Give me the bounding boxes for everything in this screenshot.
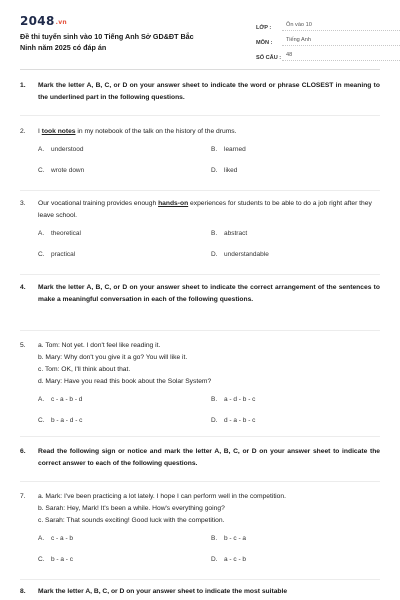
- question-number: 3.: [20, 200, 26, 207]
- question-text-part: I: [38, 128, 42, 135]
- option-d[interactable]: [211, 249, 380, 261]
- underlined-phrase: took notes: [41, 128, 76, 135]
- question-text-part: experiences for students to be able to do a job right after they leave school.: [38, 200, 372, 219]
- answer-options: [38, 144, 380, 177]
- option-c[interactable]: [38, 415, 211, 427]
- divider: [20, 274, 380, 275]
- option-letter: C.: [38, 251, 45, 258]
- option-text: c - a - b: [51, 535, 74, 542]
- option-a[interactable]: [38, 228, 211, 240]
- divider: [20, 190, 380, 191]
- option-letter: A.: [38, 230, 45, 237]
- option-letter: D.: [211, 167, 218, 174]
- option-b[interactable]: [211, 144, 380, 156]
- option-text: b - c - a: [224, 535, 247, 542]
- option-text: c - a - b - d: [51, 396, 83, 403]
- dialogue: [38, 340, 380, 388]
- option-d[interactable]: [211, 554, 380, 566]
- dialogue-line: d. Mary: Have you read this book about the Solar System?: [38, 378, 212, 385]
- dialogue-line: c. Tom: OK, I'll think about that.: [38, 366, 131, 373]
- option-text: d - a - b - c: [224, 417, 256, 424]
- instruction-text: Mark the letter A, B, C, or D on your answer sheet to indicate the most suitable: [38, 588, 288, 595]
- divider: [20, 115, 380, 116]
- question-3: [20, 198, 380, 261]
- option-text: abstract: [224, 230, 248, 237]
- question-number: 4.: [20, 284, 26, 291]
- question-5: [20, 340, 380, 427]
- meta-class: [256, 16, 400, 31]
- option-text: theoretical: [51, 230, 81, 237]
- logo-tld: .vn: [55, 19, 67, 26]
- answer-options: [38, 394, 380, 427]
- option-letter: B.: [211, 146, 218, 153]
- option-letter: A.: [38, 146, 45, 153]
- question-number: 1.: [20, 82, 26, 89]
- option-b[interactable]: [211, 533, 380, 545]
- option-letter: D.: [211, 251, 218, 258]
- question-text-part: in my notebook of the talk on the history of the drums.: [75, 128, 237, 135]
- option-letter: B.: [211, 230, 218, 237]
- question-number: 6.: [20, 448, 26, 455]
- meta-subject: [256, 31, 400, 46]
- dialogue-line: a. Tom: Not yet. I don't feel like reading it.: [38, 342, 161, 349]
- meta-key: SỐ CÂU :: [256, 55, 282, 61]
- dialogue-line: a. Mark: I've been practicing a lot lately. I hope I can perform well in the competition.: [38, 493, 286, 500]
- option-text: a - c - b: [224, 556, 247, 563]
- option-letter: B.: [211, 535, 218, 542]
- option-letter: C.: [38, 167, 45, 174]
- question-7: [20, 491, 380, 566]
- option-text: learned: [224, 146, 246, 153]
- dialogue-line: c. Sarah: That sounds exciting! Good luck with the competition.: [38, 517, 225, 524]
- question-2: [20, 126, 380, 177]
- meta-value: Tiếng Anh: [282, 37, 400, 46]
- option-c[interactable]: [38, 165, 211, 177]
- option-b[interactable]: [211, 394, 380, 406]
- question-number: 2.: [20, 128, 26, 135]
- divider: [20, 436, 380, 437]
- question-number: 8.: [20, 588, 26, 595]
- answer-options: [38, 533, 380, 566]
- option-a[interactable]: [38, 394, 211, 406]
- document-meta: [256, 16, 400, 61]
- page-header: [20, 0, 380, 70]
- divider: [20, 330, 380, 331]
- option-a[interactable]: [38, 533, 211, 545]
- option-text: wrote down: [51, 167, 85, 174]
- question-1-instruction: [20, 80, 380, 104]
- divider: [20, 481, 380, 482]
- dialogue-line: b. Mary: Why don't you give it a go? You will like it.: [38, 354, 188, 361]
- meta-value: 48: [282, 52, 400, 61]
- option-text: b - a - c: [51, 556, 74, 563]
- answer-options: [38, 228, 380, 261]
- site-logo[interactable]: [20, 14, 67, 28]
- option-d[interactable]: [211, 415, 380, 427]
- question-text: [38, 126, 380, 138]
- instruction-text: Read the following sign or notice and mark the letter A, B, C, or D on your answer sheet to indicate the correct answer to each of the following questions.: [38, 448, 380, 467]
- option-text: liked: [224, 167, 238, 174]
- question-6-instruction: [20, 446, 380, 470]
- option-letter: D.: [211, 556, 218, 563]
- divider: [20, 579, 380, 580]
- option-letter: C.: [38, 417, 45, 424]
- option-text: understandable: [224, 251, 269, 258]
- dialogue-line: b. Sarah: Hey, Mark! It's been a while. How's everything going?: [38, 505, 225, 512]
- meta-question-count: [256, 46, 400, 61]
- meta-value: Ôn vào 10: [282, 22, 400, 31]
- question-text: [38, 198, 380, 222]
- question-number: 5.: [20, 342, 26, 349]
- option-letter: D.: [211, 417, 218, 424]
- option-text: practical: [51, 251, 76, 258]
- question-4-instruction: [20, 282, 380, 306]
- option-text: b - a - d - c: [51, 417, 83, 424]
- underlined-phrase: hands-on: [158, 200, 189, 207]
- option-text: understood: [51, 146, 84, 153]
- question-text-part: Our vocational training provides enough: [38, 200, 159, 207]
- question-8-instruction: [20, 586, 380, 598]
- document-title: Đề thi tuyển sinh vào 10 Tiếng Anh Sở GD&ĐT Bắc Ninh năm 2025 có đáp án: [20, 32, 194, 52]
- instruction-text: Mark the letter A, B, C, or D on your answer sheet to indicate the correct arrangement of the sentences to make a meaningful conversation in each of the following questions.: [38, 284, 380, 303]
- logo-main: 2048: [20, 14, 55, 28]
- option-letter: A.: [38, 535, 45, 542]
- option-c[interactable]: [38, 554, 211, 566]
- dialogue: [38, 491, 380, 527]
- instruction-text: Mark the letter A, B, C, or D on your answer sheet to indicate the word or phrase CLOSEST in meaning to the underlined part in the following questions.: [38, 82, 380, 101]
- option-c[interactable]: [38, 249, 211, 261]
- option-letter: A.: [38, 396, 45, 403]
- meta-key: MÔN :: [256, 40, 273, 46]
- question-number: 7.: [20, 493, 26, 500]
- option-d[interactable]: [211, 165, 380, 177]
- option-b[interactable]: [211, 228, 380, 240]
- meta-key: LỚP :: [256, 25, 272, 31]
- option-text: a - d - b - c: [224, 396, 256, 403]
- option-letter: C.: [38, 556, 45, 563]
- option-a[interactable]: [38, 144, 211, 156]
- option-letter: B.: [211, 396, 218, 403]
